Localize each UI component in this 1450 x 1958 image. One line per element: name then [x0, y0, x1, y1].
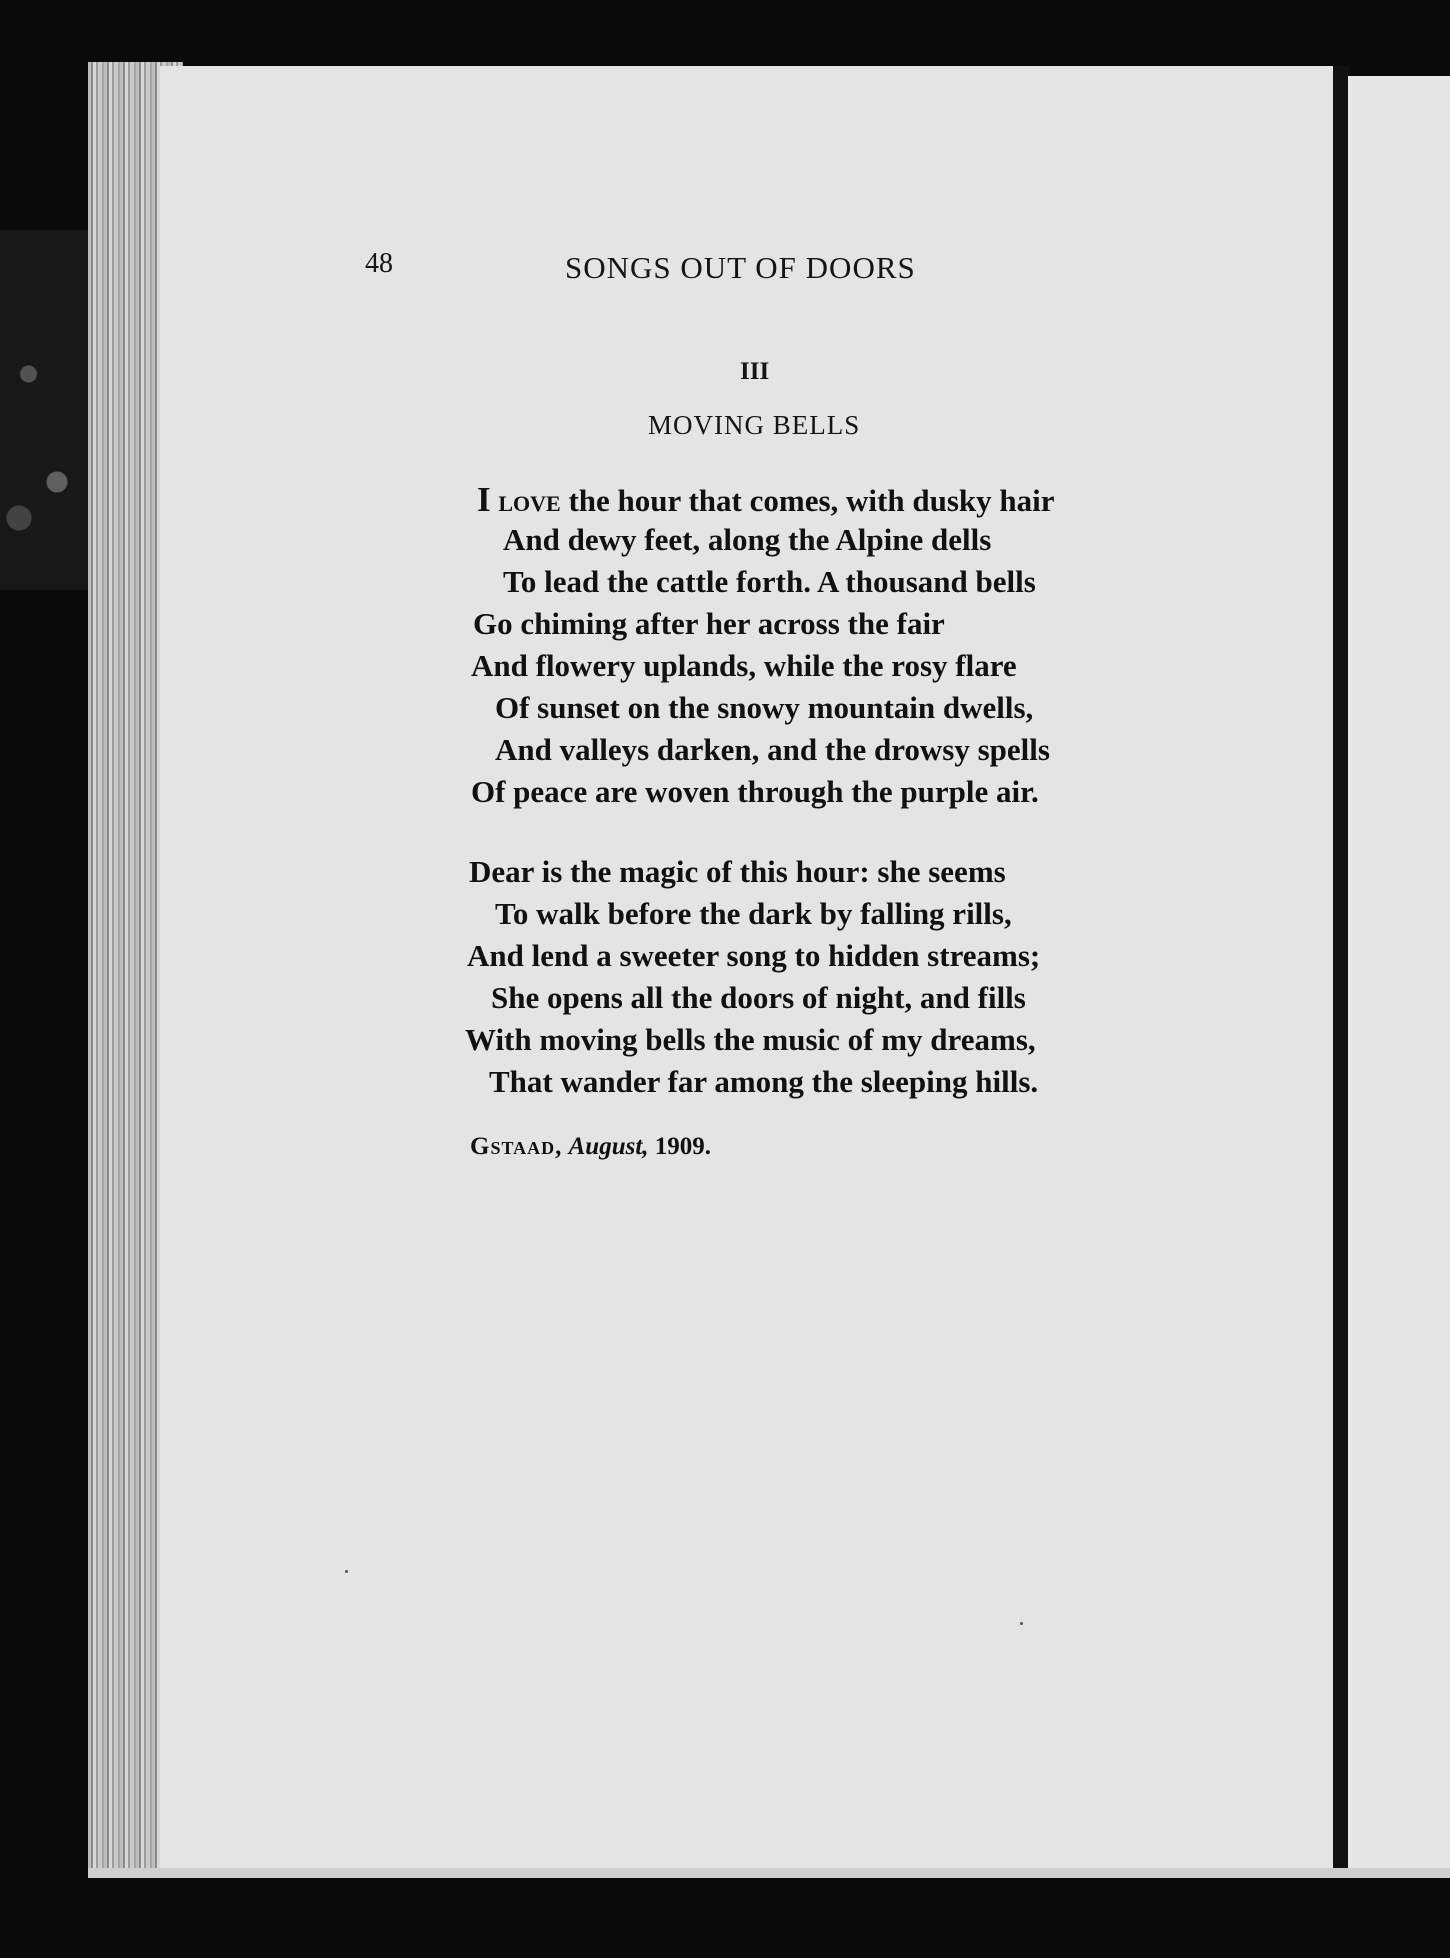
signature-place: Gstaad,	[470, 1133, 563, 1160]
poem-line: That wander far among the sleeping hills.	[489, 1064, 1039, 1099]
running-head	[355, 248, 1055, 288]
paper-speck	[1020, 1622, 1023, 1625]
poem-line: And valleys darken, and the drowsy spells	[495, 732, 1050, 767]
cover-edge-decoration	[0, 230, 95, 590]
poem-line: She opens all the doors of night, and fills	[491, 980, 1026, 1015]
poem-line: Go chiming after her across the fair	[473, 606, 945, 641]
poem-title: MOVING BELLS	[648, 410, 861, 440]
section-number: III	[740, 358, 770, 385]
poem-line: Dear is the magic of this hour: she seems	[469, 854, 1006, 889]
poem-line: To lead the cattle forth. A thousand bells	[503, 564, 1036, 599]
book-gutter	[1333, 66, 1349, 1876]
poem-line: And lend a sweeter song to hidden streams;	[467, 938, 1041, 973]
poem-line: Of peace are woven through the purple air.	[471, 774, 1039, 809]
first-line-text: the hour that comes, with dusky hair	[560, 483, 1055, 518]
poem-line: To walk before the dark by falling rills,	[495, 896, 1012, 931]
signature-month: August,	[568, 1133, 649, 1160]
poem-line-1	[477, 480, 1055, 520]
drop-cap: I	[477, 480, 491, 519]
poem-line: With moving bells the music of my dreams,	[465, 1022, 1036, 1057]
facing-page	[1348, 76, 1450, 1872]
book-title: SONGS OUT OF DOORS	[565, 250, 916, 285]
page-number: 48	[365, 248, 393, 279]
opening-small-caps: love	[498, 483, 561, 518]
signature-year: 1909.	[654, 1133, 712, 1160]
page-bottom-edge	[88, 1868, 1450, 1878]
poem-line: And dewy feet, along the Alpine dells	[503, 522, 992, 557]
poem-line: And flowery uplands, while the rosy flare	[471, 648, 1017, 683]
place-date-signature	[470, 1133, 711, 1161]
poem-line: Of sunset on the snowy mountain dwells,	[495, 690, 1034, 725]
paper-speck	[345, 1570, 348, 1573]
